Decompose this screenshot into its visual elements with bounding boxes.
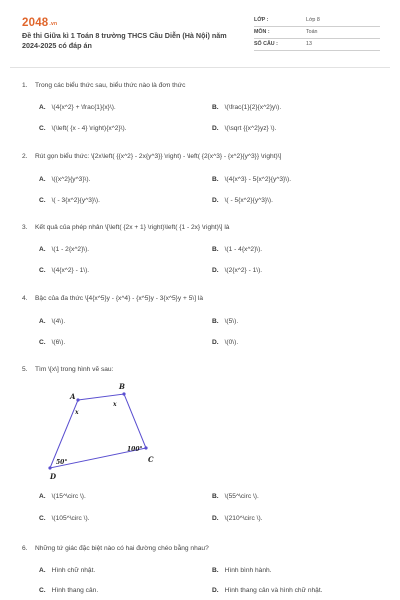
option-d[interactable] [212,125,276,132]
option-c[interactable] [39,587,98,594]
option-text: \(6\). [51,339,66,346]
vertex-d-label: D [50,472,57,481]
option-text: \(4{x^2} - 1\). [51,267,90,274]
meta-value: Toán [306,29,318,35]
option-letter: A. [39,493,46,500]
option-letter: A. [39,104,46,111]
meta-value: Lớp 8 [306,17,320,23]
option-b[interactable] [212,567,272,574]
option-b[interactable] [212,104,281,111]
question-number: 6. [22,545,28,552]
option-a[interactable] [39,567,95,574]
question-text: Trong các biểu thức sau, biểu thức nào là đơn thức [35,82,186,89]
header-divider [10,67,390,68]
option-letter: C. [39,197,46,204]
meta-row-class [254,15,380,27]
option-text: \(5\). [224,318,239,325]
question-number: 5. [22,366,28,373]
option-text: \(\frac{1}{2}{x^2}y\). [224,104,282,111]
option-letter: C. [39,515,46,522]
option-text: Hình thang cân và hình chữ nhật. [224,587,323,594]
vertex-a-label: A [70,392,76,401]
option-d[interactable] [212,515,263,522]
option-a[interactable] [39,104,116,111]
option-d[interactable] [212,587,323,594]
meta-label: MÔN : [254,29,270,35]
option-a[interactable] [39,318,65,325]
angle-a-label: x [75,409,79,416]
option-b[interactable] [212,246,262,253]
logo-suffix: .vn [49,21,58,27]
option-text: \(\sqrt {{x^2}yz} \). [224,125,277,132]
question-text: Kết quả của phép nhân \[\left( {2x + 1} \right)\left( {1 - 2x} \right)\] là [35,224,230,231]
option-letter: A. [39,567,46,574]
option-c[interactable] [39,515,90,522]
question-number: 4. [22,295,28,302]
meta-value: 13 [306,41,312,47]
question-number: 2. [22,153,28,160]
option-letter: C. [39,125,46,132]
option-c[interactable] [39,197,100,204]
exam-meta [254,15,380,51]
option-a[interactable] [39,493,86,500]
vertex-b-label: B [119,382,125,391]
option-text: Hình chữ nhật. [51,567,96,574]
angle-d-label: 50° [56,459,68,466]
option-text: \(1 - 4{x^2}\). [224,246,263,253]
option-c[interactable] [39,125,127,132]
option-text: \({x^2}{y^3}\). [51,176,91,183]
question-text: Rút gọn biểu thức: \[2x\left( {{x^2} - 2x{y^3}} \right) - \left( {2{x^3} - {x^2}{y^3}} \right)\] [35,153,282,160]
option-b[interactable] [212,318,238,325]
option-letter: D. [212,267,219,274]
option-letter: C. [39,267,46,274]
option-text: \(15^\circ \). [51,493,86,500]
vertex-b-dot [122,392,125,395]
option-d[interactable] [212,197,273,204]
meta-label: SỐ CÂU : [254,41,278,47]
question-text: Bậc của đa thức \[4{x^5}y - {x^4} - {x^5}y - 3{x^5}y + 5\] là [35,295,203,302]
option-letter: C. [39,587,46,594]
exam-title: Đề thi Giữa kì 1 Toán 8 trường THCS Cầu Diễn (Hà Nội) năm 2024-2025 có đáp án [22,31,227,50]
option-letter: C. [39,339,46,346]
option-text: \(0\). [224,339,239,346]
quadrilateral-figure [40,380,180,484]
quadrilateral-diagram [40,380,180,484]
option-letter: A. [39,176,46,183]
option-d[interactable] [212,339,238,346]
option-letter: B. [212,246,219,253]
quadrilateral-abcd [50,394,146,468]
option-text: \(\left( {x - 4} \right){x^2}\). [51,125,127,132]
option-text: \(2{x^2} - 1\). [224,267,263,274]
vertex-c-dot [144,446,147,449]
option-text: \(210^\circ \). [224,515,263,522]
option-text: \(4\). [51,318,66,325]
option-text: \( - 3{x^2}{y^3}\). [51,197,100,204]
option-letter: D. [212,339,219,346]
option-letter: B. [212,567,219,574]
angle-c-label: 100° [127,446,143,453]
question-number: 1. [22,82,28,89]
vertex-a-dot [76,398,79,401]
vertex-d-dot [48,466,51,469]
option-a[interactable] [39,176,90,183]
option-letter: D. [212,515,219,522]
page-header [22,14,380,54]
option-letter: B. [212,493,219,500]
option-letter: A. [39,246,46,253]
option-letter: B. [212,318,219,325]
meta-row-count [254,39,380,51]
site-logo[interactable] [22,17,57,29]
option-letter: D. [212,197,219,204]
question-number: 3. [22,224,28,231]
option-letter: D. [212,125,219,132]
option-text: Hình thang cân. [51,587,99,594]
meta-row-subject [254,27,380,39]
option-a[interactable] [39,246,89,253]
option-c[interactable] [39,339,65,346]
option-text: \(105^\circ \). [51,515,90,522]
vertex-c-label: C [148,455,154,464]
option-text: \(55^\circ \). [224,493,259,500]
option-c[interactable] [39,267,89,274]
option-letter: D. [212,587,219,594]
option-text: \( - 5{x^2}{y^3}\). [224,197,273,204]
option-text: Hình bình hành. [224,567,272,574]
option-b[interactable] [212,493,259,500]
angle-b-label: x [113,401,117,408]
option-letter: B. [212,176,219,183]
logo-main: 2048 [22,17,49,29]
option-letter: A. [39,318,46,325]
option-d[interactable] [212,267,262,274]
option-letter: B. [212,104,219,111]
question-text: Những tứ giác đặc biệt nào có hai đường chéo bằng nhau? [35,545,209,552]
question-text: Tìm \[x\] trong hình vẽ sau: [35,366,114,373]
option-text: \(4{x^3} - 5{x^2}{y^3}\). [224,176,292,183]
meta-label: LỚP : [254,17,269,23]
option-text: \(4{x^2} + \frac{1}{x}\). [51,104,116,111]
option-b[interactable] [212,176,291,183]
option-text: \(1 - 2{x^2}\). [51,246,90,253]
